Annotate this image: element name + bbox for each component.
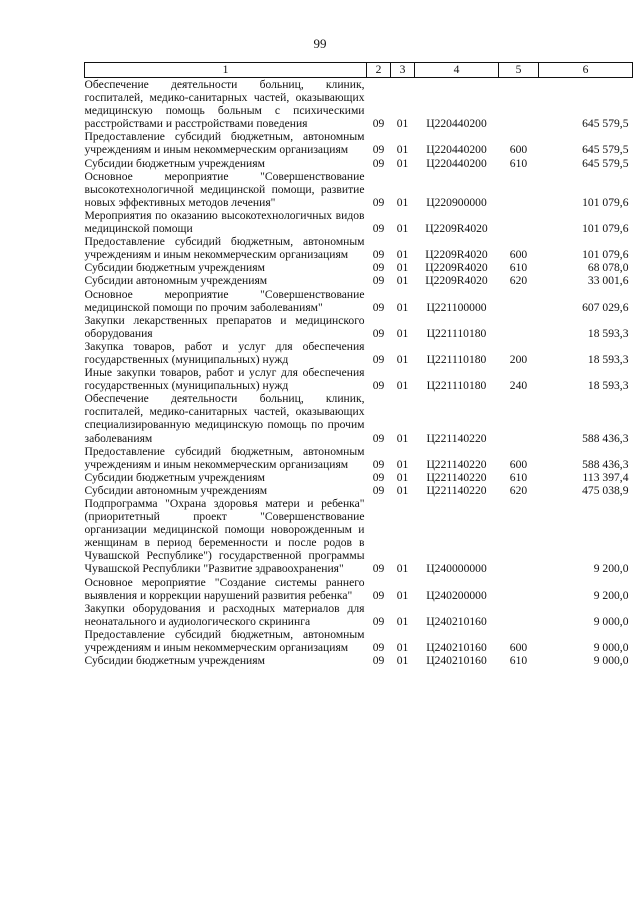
row-section: 09 xyxy=(372,300,385,314)
table-row xyxy=(85,392,633,444)
row-expense-type xyxy=(499,314,539,340)
row-section: 09 xyxy=(372,431,385,445)
row-target-code: Ц221140220 xyxy=(426,457,487,471)
row-subsection: 01 xyxy=(396,274,409,288)
row-target-code: Ц221110180 xyxy=(426,352,487,366)
budget-table xyxy=(84,62,633,667)
row-name: Предоставление субсидий бюджетным, автономным учреждениям и иным некоммерческим организациям xyxy=(84,130,365,157)
row-expense-type xyxy=(499,170,539,209)
row-section: 09 xyxy=(372,641,385,655)
row-section: 09 xyxy=(372,562,385,576)
table-row xyxy=(85,576,633,602)
table-row xyxy=(85,235,633,261)
row-section: 09 xyxy=(372,470,385,484)
table-row xyxy=(85,314,633,340)
row-expense-type: 600 xyxy=(509,143,528,157)
row-expense-type xyxy=(499,576,539,602)
header-row xyxy=(85,63,633,78)
row-name: Обеспечение деятельности больниц, клиник, госпиталей, медико-санитарных частей, оказывающих медицинскую помощь больным с психическими расстройствами и расстройствами поведения xyxy=(84,78,365,131)
row-section: 09 xyxy=(372,117,385,131)
row-target-code: Ц221140220 xyxy=(426,470,487,484)
row-section: 09 xyxy=(372,248,385,262)
table-row xyxy=(85,497,633,576)
row-subsection: 01 xyxy=(396,379,409,393)
row-amount: 33 001,6 xyxy=(587,274,629,288)
row-target-code: Ц240200000 xyxy=(426,588,487,602)
row-subsection: 01 xyxy=(396,654,409,668)
row-amount: 18 593,3 xyxy=(587,379,629,393)
row-target-code: Ц220440200 xyxy=(426,143,487,157)
row-name: Мероприятия по оказанию высокотехнологичных видов медицинской помощи xyxy=(84,208,365,236)
table-row xyxy=(85,157,633,170)
row-subsection: 01 xyxy=(396,614,409,628)
row-expense-type: 610 xyxy=(509,156,528,170)
table-row xyxy=(85,628,633,654)
table-row xyxy=(85,484,633,497)
row-section: 09 xyxy=(372,352,385,366)
row-amount: 588 436,3 xyxy=(582,457,629,471)
row-amount: 645 579,5 xyxy=(582,156,629,170)
row-target-code: Ц240210160 xyxy=(426,614,487,628)
row-expense-type xyxy=(499,209,539,235)
header-col-3: 3 xyxy=(391,63,415,78)
table-row xyxy=(85,288,633,314)
table-row xyxy=(85,209,633,235)
table-row xyxy=(85,654,633,667)
row-name: Закупки оборудования и расходных материалов для неонатального и аудиологического скрининга xyxy=(84,601,365,628)
row-target-code: Ц220440200 xyxy=(426,156,487,170)
row-name: Обеспечение деятельности больниц, клиник, госпиталей, медико-санитарных частей, оказывающих специализированную медицинскую помощь по прочим заболеваниям xyxy=(84,392,365,445)
row-name: Субсидии автономным учреждениям xyxy=(84,483,268,497)
row-amount: 101 079,6 xyxy=(582,222,629,236)
table-row xyxy=(85,471,633,484)
row-expense-type: 610 xyxy=(509,470,528,484)
row-subsection: 01 xyxy=(396,562,409,576)
row-amount: 9 000,0 xyxy=(593,641,629,655)
row-expense-type: 620 xyxy=(509,483,528,497)
row-section: 09 xyxy=(372,274,385,288)
row-subsection: 01 xyxy=(396,470,409,484)
row-name: Закупки лекарственных препаратов и медицинского оборудования xyxy=(84,313,365,340)
row-target-code: Ц221110180 xyxy=(426,326,487,340)
row-amount: 645 579,5 xyxy=(582,117,629,131)
row-target-code: Ц2209R4020 xyxy=(425,248,488,262)
row-target-code: Ц221100000 xyxy=(426,300,487,314)
row-amount: 101 079,6 xyxy=(582,248,629,262)
row-target-code: Ц221110180 xyxy=(426,379,487,393)
row-name: Основное мероприятие "Совершенствование высокотехнологичной медицинской помощи, развитие новых эффективных методов лечения" xyxy=(84,169,365,209)
row-expense-type: 240 xyxy=(509,379,528,393)
row-section: 09 xyxy=(372,588,385,602)
row-name: Субсидии бюджетным учреждениям xyxy=(84,654,265,668)
row-name: Субсидии бюджетным учреждениям xyxy=(84,261,265,275)
row-expense-type xyxy=(499,497,539,576)
table-row xyxy=(85,602,633,628)
row-amount: 9 200,0 xyxy=(593,588,629,602)
row-name: Основное мероприятие "Создание системы раннего выявления и коррекции нарушений развития ребенка" xyxy=(84,575,365,602)
row-name: Субсидии бюджетным учреждениям xyxy=(84,156,265,170)
row-amount: 68 078,0 xyxy=(587,261,629,275)
row-amount: 607 029,6 xyxy=(582,300,629,314)
row-section: 09 xyxy=(372,326,385,340)
row-target-code: Ц2209R4020 xyxy=(425,222,488,236)
row-amount: 18 593,3 xyxy=(587,352,629,366)
row-section: 09 xyxy=(372,654,385,668)
row-amount: 588 436,3 xyxy=(582,431,629,445)
row-section: 09 xyxy=(372,457,385,471)
row-target-code: Ц240210160 xyxy=(426,654,487,668)
table-row xyxy=(85,274,633,287)
row-expense-type: 600 xyxy=(509,457,528,471)
row-subsection: 01 xyxy=(396,143,409,157)
row-target-code: Ц220440200 xyxy=(426,117,487,131)
row-subsection: 01 xyxy=(396,352,409,366)
table-row xyxy=(85,366,633,392)
row-name: Иные закупки товаров, работ и услуг для обеспечения государственных (муниципальных) нужд xyxy=(84,366,365,393)
header-col-4: 4 xyxy=(415,63,499,78)
row-subsection: 01 xyxy=(396,326,409,340)
row-subsection: 01 xyxy=(396,222,409,236)
row-name: Подпрограмма "Охрана здоровья матери и ребенка" (приоритетный проект "Совершенствование организации медицинской помощи новорожденным и женщинам в период беременности и после родов в Чувашской Республике") государственной программы Чувашской Республики "Развитие здравоохранения" xyxy=(84,497,365,576)
row-expense-type: 610 xyxy=(509,654,528,668)
table-row xyxy=(85,130,633,156)
table-row xyxy=(85,340,633,366)
row-amount: 9 200,0 xyxy=(593,562,629,576)
row-section: 09 xyxy=(372,614,385,628)
row-subsection: 01 xyxy=(396,300,409,314)
row-name: Предоставление субсидий бюджетным, автономным учреждениям и иным некоммерческим организациям xyxy=(84,235,365,262)
row-expense-type: 620 xyxy=(509,274,528,288)
header-col-6: 6 xyxy=(539,63,633,78)
row-section: 09 xyxy=(372,261,385,275)
table-row xyxy=(85,78,633,131)
row-expense-type xyxy=(499,602,539,628)
row-subsection: 01 xyxy=(396,261,409,275)
header-col-1: 1 xyxy=(85,63,367,78)
row-target-code: Ц220900000 xyxy=(426,195,487,209)
row-name: Основное мероприятие "Совершенствование медицинской помощи по прочим заболеваниям" xyxy=(84,287,365,314)
row-name: Предоставление субсидий бюджетным, автономным учреждениям и иным некоммерческим организациям xyxy=(84,444,365,471)
row-section: 09 xyxy=(372,483,385,497)
row-target-code: Ц2209R4020 xyxy=(425,261,488,275)
row-section: 09 xyxy=(372,156,385,170)
row-amount: 645 579,5 xyxy=(582,143,629,157)
row-amount: 101 079,6 xyxy=(582,195,629,209)
row-amount: 9 000,0 xyxy=(593,654,629,668)
row-subsection: 01 xyxy=(396,195,409,209)
row-amount: 475 038,9 xyxy=(582,483,629,497)
row-expense-type xyxy=(499,288,539,314)
row-target-code: Ц221140220 xyxy=(426,483,487,497)
row-target-code: Ц240210160 xyxy=(426,641,487,655)
table-row xyxy=(85,261,633,274)
row-expense-type: 600 xyxy=(509,641,528,655)
row-expense-type xyxy=(499,392,539,444)
row-amount: 9 000,0 xyxy=(593,614,629,628)
row-section: 09 xyxy=(372,195,385,209)
header-col-5: 5 xyxy=(499,63,539,78)
row-section: 09 xyxy=(372,379,385,393)
row-subsection: 01 xyxy=(396,457,409,471)
row-expense-type xyxy=(499,78,539,131)
row-subsection: 01 xyxy=(396,156,409,170)
row-subsection: 01 xyxy=(396,588,409,602)
row-name: Предоставление субсидий бюджетным, автономным учреждениям и иным некоммерческим организациям xyxy=(84,627,365,655)
row-expense-type: 610 xyxy=(509,261,528,275)
row-section: 09 xyxy=(372,222,385,236)
row-amount: 113 397,4 xyxy=(582,470,629,484)
table-row xyxy=(85,170,633,209)
row-subsection: 01 xyxy=(396,117,409,131)
row-name: Закупка товаров, работ и услуг для обеспечения государственных (муниципальных) нужд xyxy=(84,339,365,366)
row-expense-type: 600 xyxy=(509,248,528,262)
row-subsection: 01 xyxy=(396,431,409,445)
header-col-2: 2 xyxy=(367,63,391,78)
table-row xyxy=(85,445,633,471)
row-amount: 18 593,3 xyxy=(587,326,629,340)
row-subsection: 01 xyxy=(396,483,409,497)
row-subsection: 01 xyxy=(396,641,409,655)
row-name: Субсидии бюджетным учреждениям xyxy=(84,470,265,484)
row-name: Субсидии автономным учреждениям xyxy=(84,274,268,288)
row-section: 09 xyxy=(372,143,385,157)
row-target-code: Ц240000000 xyxy=(426,562,487,576)
row-target-code: Ц2209R4020 xyxy=(425,274,488,288)
row-expense-type: 200 xyxy=(509,352,528,366)
row-target-code: Ц221140220 xyxy=(426,431,487,445)
row-subsection: 01 xyxy=(396,248,409,262)
page-number: 99 xyxy=(313,36,327,51)
